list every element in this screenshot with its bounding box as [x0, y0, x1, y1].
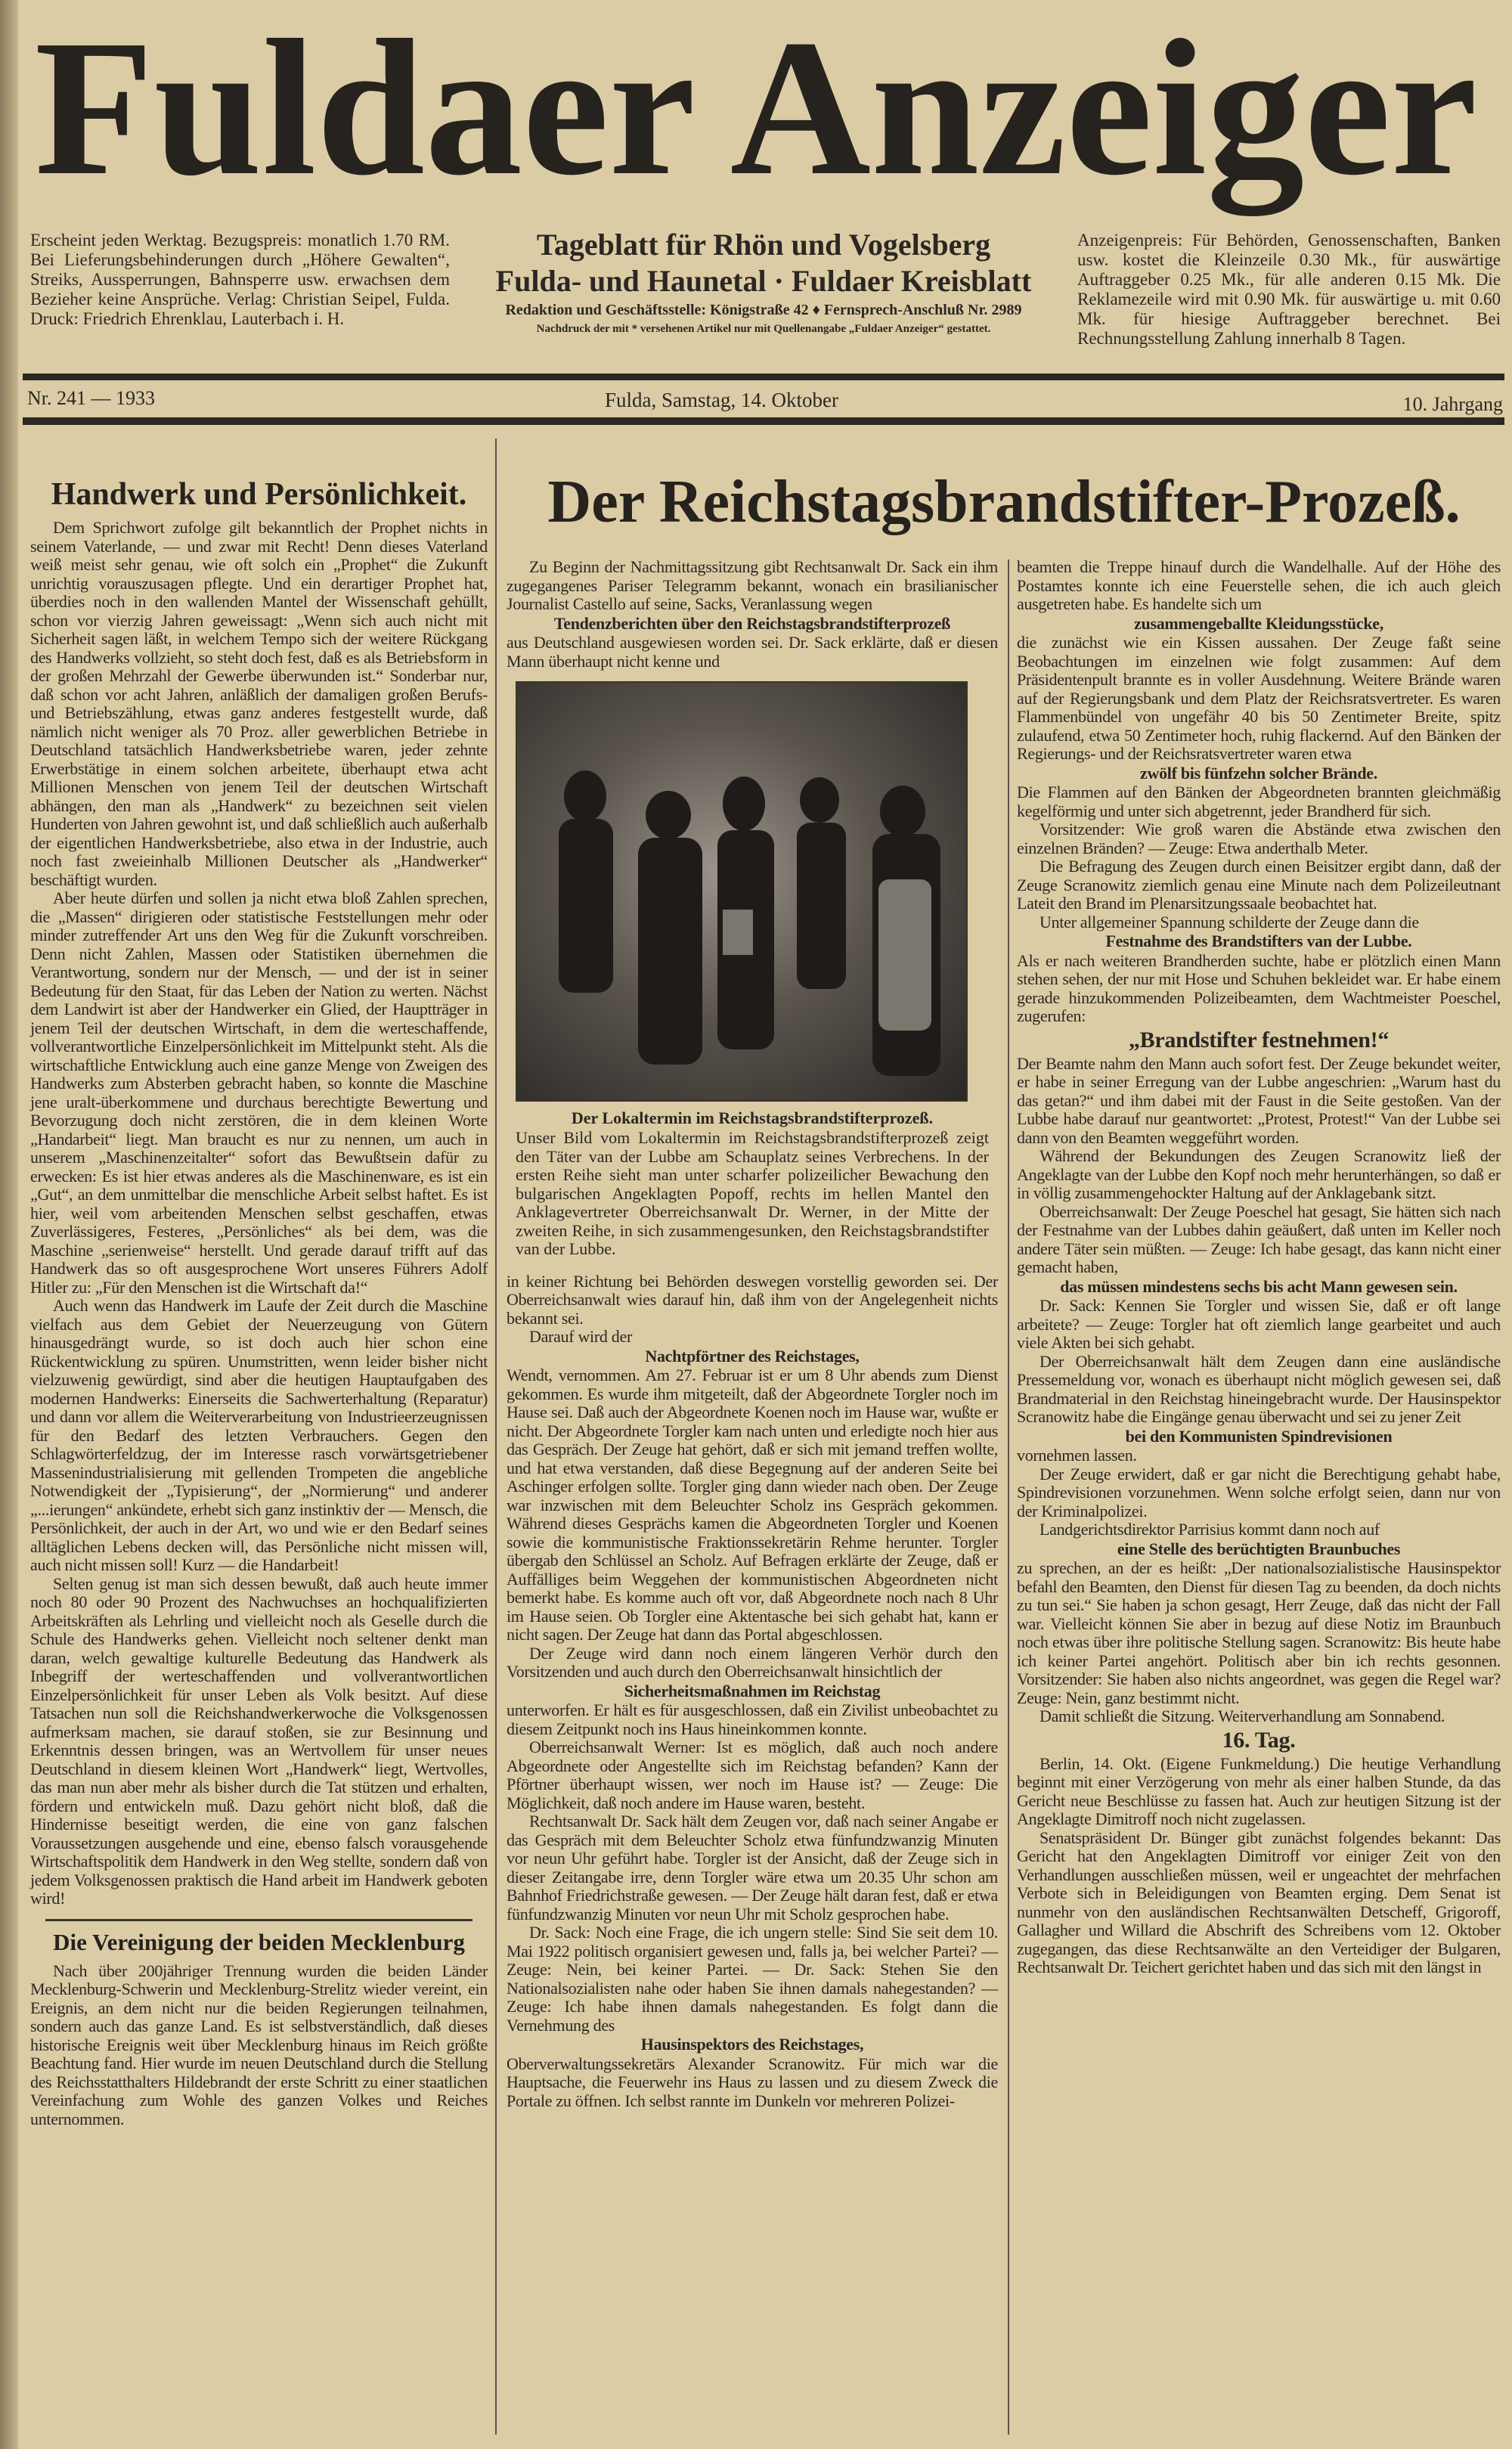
paragraph: Vorsitzender: Wie groß waren die Abstände etwa zwischen den einzelnen Bränden? — Zeuge: Etwa anderthalb Meter.: [1017, 820, 1501, 857]
paragraph: Der Zeuge erwidert, daß er gar nicht die Berechtigung gehabt habe, Spindrevisionen vorzunehmen. Wenn solche erfolgt seien, dann nur von der Kriminalpolizei.: [1017, 1464, 1501, 1521]
middle-column: [507, 558, 998, 2110]
paragraph: Berlin, 14. Okt. (Eigene Funkmeldung.) Die heutige Verhandlung beginnt mit einer Verzögerung von mehr als einer halben Stunde, da das Gericht neue Beschlüsse zu fassen hat. Auch zur heutigen Sitzung ist der Angeklagte Dimitroff noch nicht zugelassen.: [1017, 1753, 1501, 1828]
paragraph: Als er nach weiteren Brandherden suchte, habe er plötzlich einen Mann stehen sehen, der nur mit Hose und Schuhen bekleidet war. Er habe einem gerade hinzukommenden Polizeibeamten, dem Wachtmeister Poeschel, zugerufen:: [1017, 950, 1501, 1025]
paragraph: Damit schließt die Sitzung. Weiterverhandlung am Sonnabend.: [1040, 1707, 1445, 1725]
paragraph: Unter allgemeiner Spannung schilderte der Zeuge dann die: [1040, 912, 1419, 932]
newspaper-title: Fuldaer Anzeiger: [34, 0, 1478, 215]
paragraph: Nach über 200jähriger Trennung wurden die beiden Länder Mecklenburg-Schwerin und Mecklenburg-Strelitz wieder vereint, ein Ereignis, an dem nicht nur die beiden Regierungen teilnahmen, sondern auch das ganze Land. Es ist selbstverständlich, daß dieses historische Ereignis weit über Mecklenburg hinaus im Reich größte Beachtung fand. Hier wurde im neuen Deutschland durch die Stellung des Reichsstatthalters Hildebrandt der erste Schritt zu einer staatlichen Vereinfachung zum Wohle des ganzen Volkes und Reiches unternommen.: [30, 1961, 488, 2128]
paragraph: Oberreichsanwalt Werner: Ist es möglich, daß auch noch andere Abgeordnete oder Angestellte sich im Reichstag befanden? Kann der Pförtner überhaupt wissen, wer noch im Hause ist? — Zeuge: Die Möglichkeit, daß noch andere im Hause waren, besteht.: [507, 1738, 998, 1812]
editorial-address: Redaktion und Geschäftsstelle: Königstraße 42 ♦ Fernsprech-Anschluß Nr. 2989: [505, 302, 1022, 318]
article-body-middle-column: [507, 1273, 998, 2111]
main-headline: Der Reichstagsbrandstifter-Prozeß.: [547, 469, 1461, 535]
paragraph: die zunächst wie ein Kissen aussahen. Der Zeuge faßt seine Beobachtungen im einzelnen wie folgt zusammen: Auf dem Präsidentenpult brannte es in voller Ausdehnung. Weitere Brände waren auf der Regierungsbank und dem Platz der Reichsratsvertreter. Es waren Flammenbündel von ungefähr 40 bis 50 Zentimeter Breite, spitz zulaufend, etwa 50 Zentimeter hoch, ruhig flackernd. Auf den Bänken der Regierungs- und der Reichsratsvertreter waren etwa: [1017, 633, 1501, 763]
news-photo: [516, 681, 968, 1102]
article-intro: [507, 558, 998, 671]
column-divider: [1008, 560, 1009, 2435]
paragraph: Rechtsanwalt Dr. Sack hält dem Zeugen vor, daß nach seiner Angabe er das Gespräch mit dem Beleuchter Scholz etwa fünfundzwanzig Minuten vor neun Uhr geführt habe. Torgler ist der Ansicht, daß der Zeuge sich in dieser Zeitangabe irre, denn Torgler wäre etwa um 20.35 Uhr schon am Bahnhof Friedrichstraße gewesen. — Der Zeuge hält daran fest, daß er etwa fünfundzwanzig Minuten vor neun Uhr mit Scholz gesprochen habe.: [507, 1812, 998, 1924]
paragraph: Dem Sprichwort zufolge gilt bekanntlich der Prophet nichts in seinem Vaterlande, — und zwar mit Recht! Denn dieses Vaterland weiß meist sehr genau, wie oft solch ein „Prophet“ die Zukunft unrichtig vorauszusagen pflegte. Und ein derartiger Prophet hat, überdies noch in den wallenden Mantel der Wissenschaft gehüllt, schon vor vierzig Jahren geweissagt: „Wenn sich auch nicht mit Sicherheit sagen läßt, in welchem Tempo sich der weitere Rückgang des Handwerks vollzieht, so steht doch fest, daß es als Betriebsform in der großen Mehrzahl der Gewerbe überwunden ist.“ Sonderbar nur, daß schon vor acht Jahren, anläßlich der damaligen großen Berufs- und Betriebszählung, etwas ganz anderes festgestellt wurde, daß nämlich nicht weniger als 70 Proz. aller gewerblichen Betriebe in Deutschland tatsächlich Handwerksbetriebe waren, jeder zehnte Erwerbstätige in einem solchen arbeitete, überhaupt etwa acht Millionen Menschen von jenem Teil der deutschen Wirtschaft abhängen, den man als „Handwerk“ zu bezeichnen seit vielen Hunderten von Jahren gewohnt ist, und daß schließlich auch außerhalb der eigentlichen Handwerksbetriebe, also etwa in der Industrie, auch noch fast zweieinhalb Millionen Deutscher als „Handwerker“ beschäftigt wurden.: [30, 518, 488, 889]
paragraph: vornehmen lassen.: [1017, 1446, 1137, 1465]
article-headline: Handwerk und Persönlichkeit.: [51, 477, 467, 512]
right-column: [1017, 558, 1501, 1977]
paragraph: Landgerichtsdirektor Parrisius kommt dann noch auf: [1040, 1520, 1380, 1539]
subheading: das müssen mindestens sechs bis acht Mann gewesen sein.: [1060, 1276, 1458, 1296]
subheading: Nachtpförtner des Reichstages,: [645, 1346, 860, 1366]
paragraph: Wendt, vernommen. Am 27. Februar ist er um 8 Uhr abends zum Dienst gekommen. Es wurde ihm mitgeteilt, daß der Abgeordnete Torgler noch im Hause sei. Daß auch der Abgeordnete Koenen noch im Hause war, wußte er nicht. Der Abgeordnete Torgler kam nach unten und erledigte noch hier aus das Gespräch. Der Zeuge hat gehört, daß er sich mit jemand treffen wollte, und hat etwa verstanden, daß diese Begegnung auf der anderen Seite bei Aschinger erfolgen sollte. Torgler ging dann wieder nach oben. Der Zeuge war inzwischen mit dem Beleuchter Scholz ins Gespräch gekommen. Während dieses Gesprächs kamen die Abgeordneten Torgler und Koenen sowie die kommunistische Fraktionssekretärin Rehme herunter. Torgler übergab den Schlüssel an Scholz. Auf Befragen erklärte der Zeuge, daß er Auffälliges beim Weggehen der kommunistischen Abgeordneten nicht bemerkt habe. Es komme auch oft vor, daß Abgeordnete noch nach 8 Uhr im Hause seien. Ob Torgler eine Aktentasche bei sich gehabt hat, kann er nicht sagen. Der Zeuge hat dann das Portal abgeschlossen.: [507, 1366, 998, 1644]
volume-number: 10. Jahrgang: [1402, 393, 1503, 415]
subheading: Tendenzberichten über den Reichstagsbrandstifterprozeß: [553, 613, 951, 633]
paragraph: Während der Bekundungen des Zeugen Scranowitz ließ der Angeklagte van der Lubbe den Kopf noch mehr herunterhängen, so daß er in völlig zusammengehockter Haltung auf der Anklagebank sitzt.: [1017, 1146, 1501, 1202]
emphasized-subheading: „Brandstifter festnehmen!“: [1128, 1027, 1390, 1052]
paragraph: Dr. Sack: Kennen Sie Torgler und wissen Sie, daß er oft lange arbeitete? — Zeuge: Torgler hat oft ziemlich lange gearbeitet und auch viele Akten bei sich gehabt.: [1017, 1296, 1501, 1352]
paragraph: Die Befragung des Zeugen durch einen Beisitzer ergibt dann, daß der Zeuge Scranowitz ziemlich genau eine Minute nach dem Polizeileutnant Lateit den Brand im Plenarsitzungssaale beobachtet hat.: [1017, 857, 1501, 913]
article-body-right-column: [1017, 558, 1501, 1977]
paragraph: Selten genug ist man sich dessen bewußt, daß auch heute immer noch 80 oder 90 Prozent des Nachwuchses an hochqualifizierten Arbeitskräften als Lehrling und vielleicht noch als Geselle durch die Schule des Handwerks gehen. Vielleicht noch seltener denkt man daran, welch gewaltige kulturelle Bedeutung das Handwerk als Inbegriff der werteschaffenden und vollverantwortlichen Einzelpersönlichkeit für unser Leben als Volk besitzt. Auf diese Tatsachen nun soll die Reichshandwerkerwoche die Volksgenossen aufmerksam machen, sie darauf stoßen, sie zur Besinnung und Erkenntnis dessen bringen, was an Wertvollem für unser neues Deutschland in diesem kleinen Wort „Handwerk“ liegt, Wertvolles, das man nun aber mehr als bisher durch die Tat stützen und erhalten, fördern und entwickeln muß. Dazu gehört nicht bloß, daß die Hindernisse beseitigt werden, die eine von ganz falschen Voraussetzungen ausgehende und eine, ebenso falsch vorausgehende Wirtschaftspolitik dem Handwerk in den Weg stellte, sondern daß von jedem Volksgenossen praktisch die Hand arbeit im Handwerk geboten wird!: [30, 1573, 488, 1908]
paragraph: Darauf wird der: [529, 1327, 632, 1346]
column-divider: [495, 439, 497, 2435]
subheading: Hausinspektors des Reichstages,: [640, 2035, 864, 2054]
issue-number: Nr. 241 — 1933: [27, 387, 155, 409]
photo-caption: Unser Bild vom Lokaltermin im Reichstagsbrandstifterprozeß zeigt den Täter van der Lubbe am Schauplatz seines Verbrechens. In der ersten Reihe sieht man unter scharfer polizeilicher Bewachung den bulgarischen Angeklagten Popoff, rechts im hellen Mantel den Anklagevertreter Oberreichsanwalt Dr. Werner, in der Mitte der zweiten Reihe, in sich zusammengesunken, den Reichstagsbrandstifter van der Lubbe.: [516, 1128, 989, 1258]
paragraph: Senatspräsident Dr. Bünger gibt zunächst folgendes bekannt: Das Gericht hat den Angeklagten Dimitroff vor einiger Zeit von den Verhandlungen ausschließen müssen, weil er ungeachtet der mehrfachen Verbote sich in Beleidigungen von Beamten erging. Dem Senat ist nunmehr von den ausländischen Rechtsanwälten Detscheff, Grigoroff, Gallagher und Willard die Abschrift des Schreibens vom 12. Oktober zugegangen, das diese Rechtsanwälte an den Verteidiger der Bulgaren, Rechtsanwalt Dr. Teichert gerichtet haben und das sich mit den längst in: [1017, 1827, 1501, 1976]
left-column: [30, 475, 488, 2128]
paragraph: Die Flammen auf den Bänken der Abgeordneten brannten gleichmäßig kegelförmig und unter sich abgetrennt, jeder Brandherd für sich.: [1017, 783, 1501, 820]
paragraph: unterworfen. Er hält es für ausgeschlossen, daß ein Zivilist unbeobachtet zu diesem Zeitpunkt noch ins Haus hineinkommen konnte.: [507, 1700, 998, 1738]
subheading: zwölf bis fünfzehn solcher Brände.: [1140, 763, 1377, 783]
section-divider: [45, 1919, 472, 1921]
paragraph: Der Zeuge wird dann noch einem längeren Verhör durch den Vorsitzenden und auch durch den Oberreichsanwalt hinsichtlich der: [507, 1643, 998, 1681]
paragraph: aus Deutschland ausgewiesen worden sei. Dr. Sack erklärte, daß er diesen Mann überhaupt nicht kenne und: [507, 633, 998, 671]
article-headline: Die Vereinigung der beiden Mecklenburg: [53, 1928, 465, 1955]
paragraph: Der Beamte nahm den Mann auch sofort fest. Der Zeuge bekundet weiter, er habe in seiner Erregung van der Lubbe angeschrien: „Warum hast du das getan?“ und ihm dabei mit der Faust in die Seite gestoßen. Van der Lubbe habe darauf nur geantwortet: „Protest, Protest!“ Van der Lubbe sei dann von den Beamten weggeführt worden.: [1017, 1053, 1501, 1147]
subheading: Festnahme des Brandstifters van der Lubbe.: [1105, 932, 1412, 950]
advertising-prices: Anzeigenpreis: Für Behörden, Genossenschaften, Banken usw. kostet die Kleinzeile 0.30 Mk., für auswärtige Auftraggeber 0.25 Mk., für alle anderen 0.15 Mk. Die Reklamezeile wird mit 0.90 Mk. für auswärtige u. mit 0.60 Mk. für hiesige Auftraggeber berechnet. Bei Rechnungsstellung Zahlung innerhalb 8 Tagen.: [1077, 231, 1501, 348]
paragraph: zu sprechen, an der es heißt: „Der nationalsozialistische Hausinspektor befahl den Beamten, den Dienst für diesen Tag zu beenden, da doch nichts zu tun sei.“ Sie haben ja schon gesagt, Herr Zeuge, daß das nicht der Fall war. Vielleicht können Sie aber in bezug auf diese Notiz im Braunbuch noch etwas über ihre politische Stellung sagen. Scranowitz: Bis heute habe ich keiner Partei angehört. Politisch aber bin ich rechts gesonnen. Vorsitzender: Sie haben also nichts angeordnet, was gegen die Regel war? Zeuge: Nein, ganz bestimmt nicht.: [1017, 1558, 1501, 1707]
subheading: eine Stelle des berüchtigten Braunbuches: [1117, 1539, 1401, 1558]
paragraph: in keiner Richtung bei Behörden deswegen vorstellig geworden sei. Der Oberreichsanwalt wies darauf hin, daß ihm von der Angelegenheit nichts bekannt sei.: [507, 1271, 998, 1328]
paragraph: Dr. Sack: Noch eine Frage, die ich ungern stelle: Sind Sie seit dem 10. Mai 1922 politisch organisiert gewesen und, falls ja, bei welcher Partei? — Zeuge: Nein, bei keiner Partei. — Dr. Sack: Stehen Sie den Nationalsozialisten nahe oder haben Sie ihnen damals nahegestanden? — Zeuge: Ich habe ihnen damals nahegestanden. Es folgt dann die Vernehmung des: [507, 1923, 998, 2035]
paragraph: Der Oberreichsanwalt hält dem Zeugen dann eine ausländische Pressemeldung vor, wonach es überhaupt nicht möglich gewesen sei, daß Brandmaterial in den Reichstag hineingebracht wurde. Der Hausinspektor Scranowitz habe die Eingänge genau überwacht und sei zu jener Zeit: [1017, 1351, 1501, 1426]
paragraph: Aber heute dürfen und sollen ja nicht etwa bloß Zahlen sprechen, die „Massen“ dirigieren oder statistische Feststellungen mehr oder minder zutreffender Art uns den Weg für die Zukunft vorschreiben. Denn nicht Zahlen, Massen oder Statistiken übernehmen die Verantwortung, sondern nur der Mensch, — und der ist in seiner Bedeutung für den Staat, für das Leben der Nation zu werten. Nächst dem Landwirt ist aber der Handwerker ein Glied, der Hauptträger in jenem Teil der deutschen Wirtschaft, in dem die werteschaffende, vollverantwortliche Einzelpersönlichkeit im Mittelpunkt steht. Als die wirtschaftliche Entwicklung auch eine ganze Menge von Zweigen des Handwerks zum Absterben gebracht haben, so konnte die Maschine jene uralt-überkommene und durchaus berechtigte Bewertung und Bevorzugung doch nicht zerstören, die in dem kleinen Worte „Handarbeit“ liegt. Man braucht es nur zu nennen, um auch in unserem „Maschinenzeitalter“ sofort das Bewußtsein dafür zu erwecken: Es ist hier etwas anderes als die Maschinenware, es ist ein „Gut“, an dem unmittelbar die menschliche Arbeit selbst haftet. Es ist hier, weil vom arbeitenden Menschen selbst geschaffen, etwas Zuverlässigeres, Festeres, „Persönliches“ als bei dem, was die Maschine „serienweise“ herstellt. Und gerade darauf trifft auf das Handwerk das so oft ausgesprochene Wort unseres Führers Adolf Hitler zu: „Für den Menschen ist die Wirtschaft da!“: [30, 888, 488, 1297]
paragraph: Oberverwaltungssekretärs Alexander Scranowitz. Für mich war die Hauptsache, die Feuerwehr ins Haus zu lassen und zu diesem Zweck die Portale zu öffnen. Ich selbst rannte im Dunkeln vor mehreren Polizei-: [507, 2054, 998, 2110]
article-body: [30, 1962, 488, 2129]
article-body: [30, 519, 488, 1908]
header-center: [457, 227, 1070, 337]
subheading: Sicherheitsmaßnahmen im Reichstag: [624, 1681, 881, 1700]
subheading: zusammengeballte Kleidungsstücke,: [1134, 613, 1383, 633]
dateline: Fulda, Samstag, 14. Oktober: [605, 389, 838, 411]
header-rule-bottom: [23, 417, 1504, 425]
subheading: bei den Kommunisten Spindrevisionen: [1125, 1426, 1393, 1446]
tagline-secondary: Fulda- und Haunetal · Fuldaer Kreisblatt: [495, 264, 1032, 298]
header-rule-top: [23, 374, 1504, 380]
tagline-primary: Tageblatt für Rhön und Vogelsberg: [536, 228, 991, 262]
paragraph: Zu Beginn der Nachmittagssitzung gibt Rechtsanwalt Dr. Sack ein ihm zugegangenes Pariser Telegramm bekannt, wonach ein brasilianischer Journalist Castello auf seine, Sacks, Veranlassung wegen: [507, 557, 998, 613]
reprint-note: Nachdruck der mit * versehenen Artikel nur mit Quellenangabe „Fuldaer Anzeiger“ gestattet.: [536, 323, 991, 335]
photo-caption-title: Der Lokaltermin im Reichstagsbrandstifterprozeß.: [571, 1108, 934, 1127]
subscription-info: Erscheint jeden Werktag. Bezugspreis: monatlich 1.70 RM. Bei Lieferungsbehinderungen durch „Höhere Gewalten“, Streiks, Aussperrungen, Bahnsperre usw. erwachsen dem Bezieher keine Ansprüche. Verlag: Christian Seipel, Fulda. Druck: Friedrich Ehrenklau, Lauterbach i. H.: [30, 231, 450, 328]
photo-figures-illustration: [517, 683, 966, 1100]
page-binding-edge: [0, 0, 18, 2449]
paragraph: Oberreichsanwalt: Der Zeuge Poeschel hat gesagt, Sie hätten sich nach der Festnahme van der Lubbes dahin geäußert, daß unten im Keller noch andere Täter sein müßten. — Zeuge: Ich habe gesagt, das kann nicht einer gemacht haben,: [1017, 1201, 1501, 1276]
emphasized-subheading: 16. Tag.: [1222, 1727, 1296, 1753]
paragraph: Auch wenn das Handwerk im Laufe der Zeit durch die Maschine vielfach aus dem Gebiet der Neuerzeugung von Gütern hinausgedrängt wurde, so ist doch auch hier schon eine Rückentwicklung zu spüren. Unumstritten, wenn leider bisher nicht vielzuwenig gewürdigt, sind aber die heutigen Hauptaufgaben des modernen Handwerks: Einerseits die Sachwerterhaltung (Reparatur) und dann vor allem die Weiterverarbeitung von Industrieerzeugnissen für den Bedarf des letzten Verbrauchers. Gegen den Schlagwörterfeldzug, der im Interesse rasch vorwärtsgetriebener Massenindustrialisierung mit gellenden Trompeten die angebliche Notwendigkeit der „Typisierung“, der „Normierung“ und anderer „...ierungen“ ankündete, erhebt sich ganz instinktiv der — Mensch, die Persönlichkeit, der auch in der Art, wo und wie er den Bedarf seines alltäglichen Lebens decken will, das Persönliche nicht missen will, auch nicht missen soll! Kurz — die Handarbeit!: [30, 1296, 488, 1574]
paragraph: beamten die Treppe hinauf durch die Wandelhalle. Auf der Höhe des Postamtes konnte ich eine Feuerstelle sehen, die ich auch gleich ausgetreten habe. Es handelte sich um: [1017, 557, 1501, 613]
